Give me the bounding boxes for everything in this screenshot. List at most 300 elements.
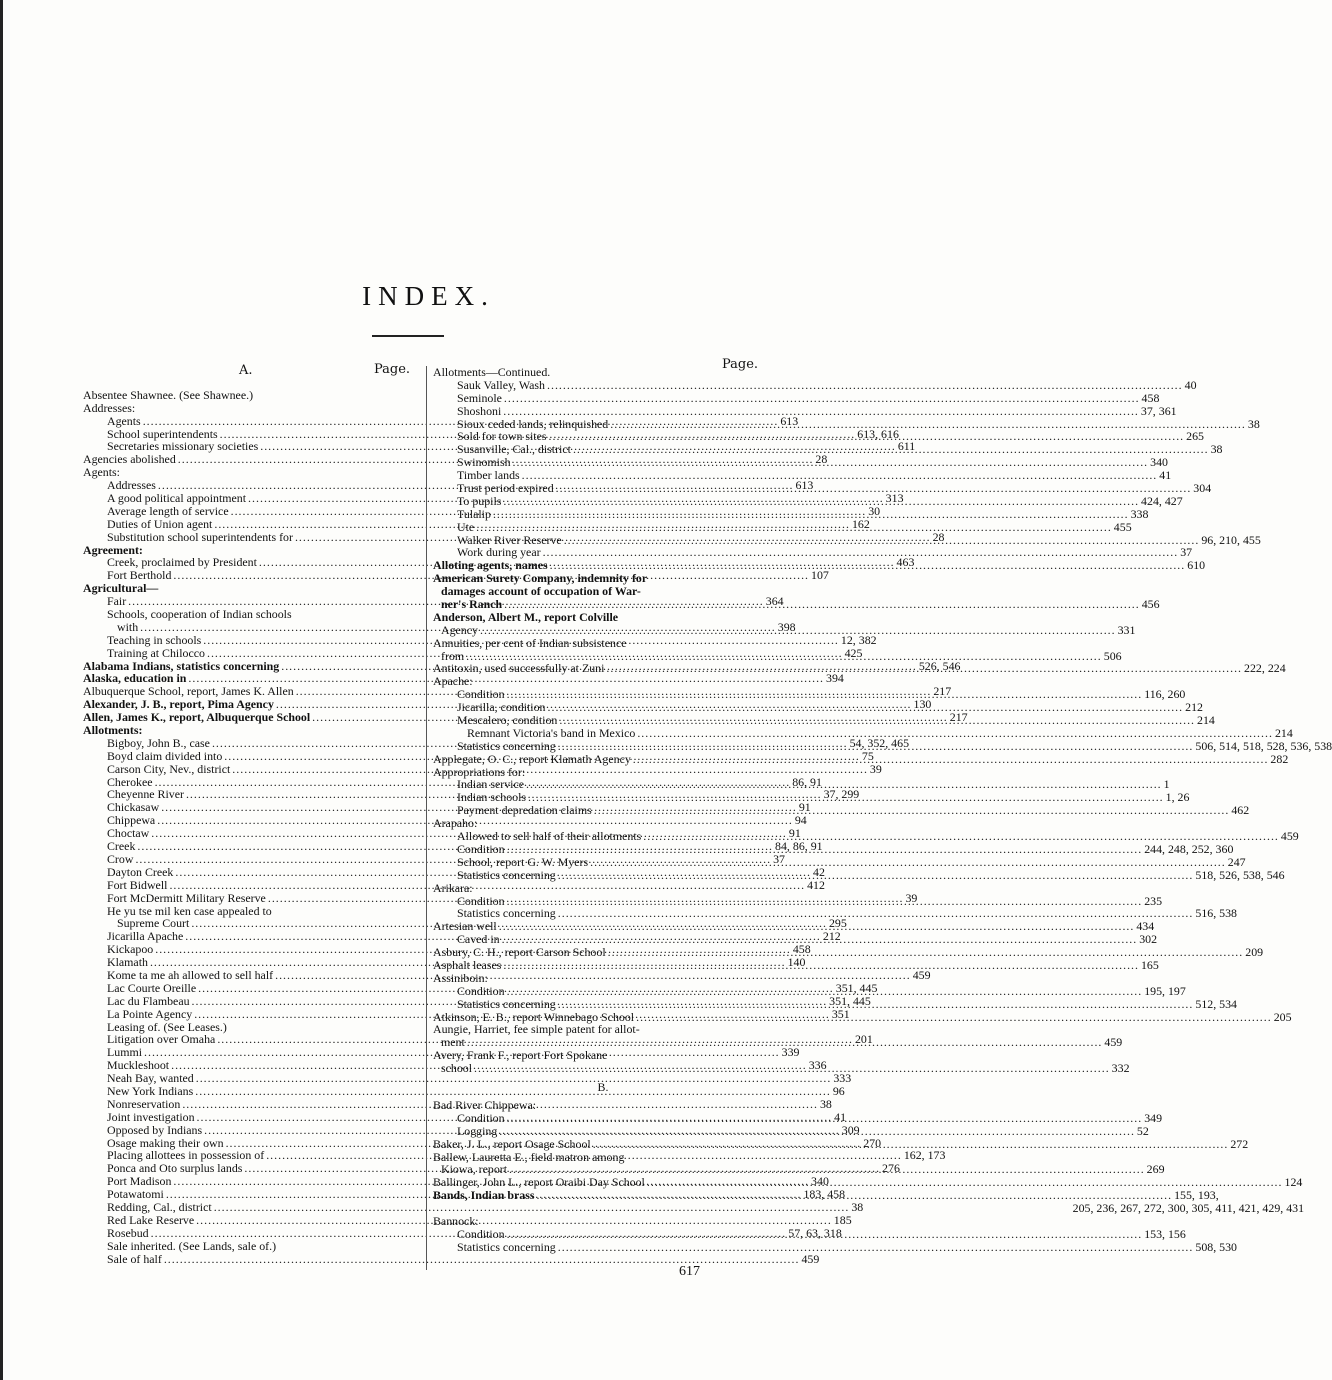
index-entry xyxy=(433,403,1177,418)
index-entry xyxy=(83,1199,864,1214)
entry-text: Jicarilla Apache xyxy=(107,929,184,944)
entry-text: Swinomish xyxy=(457,455,511,470)
entry-page: 195, 197 xyxy=(1144,983,1186,998)
entry-page: 235 xyxy=(1144,893,1163,908)
entry-text: Arikara: xyxy=(433,880,473,895)
dot-leader xyxy=(590,856,1226,869)
entry-text: Neah Bay, wanted xyxy=(107,1071,194,1086)
page-column-header-left: Page. xyxy=(374,362,411,377)
entry-page: 506 xyxy=(1103,648,1122,663)
entry-page: 272 xyxy=(1230,1136,1249,1151)
dot-leader xyxy=(480,624,1116,637)
entry-text: Asphalt leases xyxy=(433,957,502,972)
entry-text: ner's Ranch xyxy=(441,597,503,612)
entry-text: Fair xyxy=(107,594,127,609)
entry-text: Artesian well xyxy=(433,919,497,934)
entry-page: 41 xyxy=(1159,468,1172,483)
entry-page: 349 xyxy=(1144,1110,1163,1125)
entry-text: He yu tse mil ken case appealed to xyxy=(107,903,272,918)
entry-page: 456 xyxy=(1141,597,1160,612)
entry-page: 217 xyxy=(949,710,968,725)
entry-text: Port Madison xyxy=(107,1174,172,1189)
entry-page: 425 xyxy=(844,645,863,660)
entry-page: 424, 427 xyxy=(1141,493,1183,508)
entry-text: Susanville, Cal., district xyxy=(457,442,571,457)
entry-text: Lac du Flambeau xyxy=(107,993,190,1008)
entry-text: Trust period expired xyxy=(457,481,554,495)
entry-page: 333 xyxy=(833,1071,852,1086)
entry-text: Average length of service xyxy=(107,503,229,518)
entry-text: ment xyxy=(441,1035,465,1050)
entry-text: Creek xyxy=(107,839,136,854)
entry-text: Secretaries missionary societies xyxy=(107,439,259,454)
entry-page: 247 xyxy=(1227,854,1246,869)
entry-text: damages account of occupation of War- xyxy=(441,584,641,599)
entry-page: 459 xyxy=(801,1251,820,1266)
entry-page: 38 xyxy=(1247,416,1260,431)
dot-leader xyxy=(637,727,1273,740)
entry-text: Jicarilla, condition xyxy=(457,700,546,715)
entry-page: 512, 534 xyxy=(1195,996,1237,1011)
entry-page: 40 xyxy=(1184,377,1197,392)
entry-page: 265 xyxy=(1186,429,1204,444)
entry-page: 304 xyxy=(1193,481,1212,495)
entry-text: Condition xyxy=(457,1110,505,1125)
entry-text: Timber lands xyxy=(457,468,520,483)
entry-text: Walker River Reserve xyxy=(457,532,562,547)
entry-text: Bad River Chippewa: xyxy=(433,1097,537,1112)
index-entry xyxy=(433,1099,773,1112)
entry-page: 212 xyxy=(1185,700,1203,715)
column-divider xyxy=(426,366,427,1270)
entry-page: 52 xyxy=(1136,1123,1149,1138)
entry-text: Condition xyxy=(457,841,505,856)
entry-page: 28 xyxy=(932,529,945,544)
entry-page: 75 xyxy=(861,748,874,763)
title-rule xyxy=(372,335,444,337)
entry-page: 364 xyxy=(765,594,784,609)
entry-text: Avery, Frank F., report Fort Spokane xyxy=(433,1048,608,1063)
entry-text: Kome ta me ah allowed to sell half xyxy=(107,967,274,982)
index-entry xyxy=(433,882,773,895)
entry-page: 94 xyxy=(794,813,807,828)
entry-text: Ballew, Lauretta E., field matron among xyxy=(433,1149,625,1164)
entry-text: Indian schools xyxy=(457,790,527,805)
entry-text: Lac Courte Oreille xyxy=(107,980,197,995)
dot-leader xyxy=(633,753,1269,766)
entry-text: Antitoxin, used successfully at Zuni xyxy=(433,661,605,676)
entry-text: New York Indians xyxy=(107,1083,194,1098)
entry-page: 516, 538 xyxy=(1195,906,1237,921)
entry-page: 339 xyxy=(781,1045,800,1060)
entry-text: Choctaw xyxy=(107,826,150,841)
entry-page: 613 xyxy=(780,413,799,428)
entry-page: 336 xyxy=(808,1058,827,1073)
entry-text: Agency xyxy=(441,622,478,637)
entry-page: 526, 546 xyxy=(918,658,961,673)
entry-page: 458 xyxy=(792,942,811,957)
index-entry xyxy=(433,1239,1237,1254)
entry-text: Muckleshoot xyxy=(107,1058,170,1073)
entry-text: Addresses: xyxy=(83,400,136,415)
entry-text: Allen, James K., report, Albuquerque School xyxy=(83,710,311,725)
dot-leader xyxy=(507,843,1143,856)
entry-page: 12, 382 xyxy=(840,632,877,647)
index-entry xyxy=(433,637,773,650)
index-entry xyxy=(433,366,773,379)
entry-text: Chickasaw xyxy=(107,800,160,815)
entry-page: 332 xyxy=(1111,1061,1130,1076)
entry-text: Applegate, O. C., report Klamath Agency xyxy=(433,751,631,766)
entry-page: 351, 445 xyxy=(829,993,871,1008)
section-heading: B. xyxy=(597,1079,609,1094)
entry-text: Caved in xyxy=(457,932,500,947)
entry-text: Cheyenne River xyxy=(107,787,184,802)
entry-text: Fort Berthold xyxy=(107,568,172,583)
entry-text: La Pointe Agency xyxy=(107,1006,193,1021)
entry-text: Seminole xyxy=(457,390,502,405)
entry-text: To pupils xyxy=(457,493,502,508)
entry-text: Chippewa xyxy=(107,813,156,828)
entry-text: Supreme Court xyxy=(117,916,190,931)
dot-leader xyxy=(474,1062,1110,1075)
entry-text: School superintendents xyxy=(107,426,218,441)
entry-text: Atkinson, E. B., report Winnebago School xyxy=(433,1009,635,1024)
entry-page: 205, 236, 267, 272, 300, 305, 411, 421, 429, 431 xyxy=(1072,1201,1305,1216)
entry-text: Carson City, Nev., district xyxy=(107,761,231,776)
entry-page: 351, 445 xyxy=(835,980,878,995)
entry-text: school xyxy=(441,1061,473,1076)
entry-text: Agents: xyxy=(83,465,120,480)
entry-page: 124 xyxy=(1284,1175,1303,1190)
entry-page: 412 xyxy=(807,877,825,892)
entry-text: Teaching in schools xyxy=(107,632,202,647)
entry-text: Cherokee xyxy=(107,774,153,789)
entry-text: Arapaho: xyxy=(433,816,478,831)
entry-text: Boyd claim divided into xyxy=(107,748,223,763)
dot-leader xyxy=(499,1122,1135,1138)
entry-page: 331 xyxy=(1117,622,1136,637)
entry-text: from xyxy=(441,648,465,663)
entry-page: 39 xyxy=(905,890,918,905)
entry-text: Tulalip xyxy=(457,506,491,521)
dot-leader xyxy=(559,714,1195,727)
entry-page: 155, 193, xyxy=(1174,1188,1219,1203)
entry-text: Shoshoni xyxy=(457,403,502,418)
dot-leader xyxy=(558,869,1194,882)
entry-page: 86, 91 xyxy=(792,774,822,789)
entry-page: 340 xyxy=(1150,455,1168,470)
entry-page: 302 xyxy=(1139,932,1158,947)
entry-text: A good political appointment xyxy=(107,491,247,505)
entry-text: Fort Bidwell xyxy=(107,877,168,892)
entry-text: Bigboy, John B., case xyxy=(107,735,210,750)
entry-text: Kiowa, report xyxy=(441,1162,508,1177)
entry-page: 276 xyxy=(882,1161,900,1176)
entry-page: 116, 260 xyxy=(1144,687,1186,702)
entry-page: 41 xyxy=(834,1109,847,1124)
entry-page: 222, 224 xyxy=(1244,661,1286,676)
entry-text: Condition xyxy=(457,983,505,998)
entry-text: Sale inherited. (See Lands, sale of.) xyxy=(107,1238,277,1253)
entry-text: Logging xyxy=(457,1123,498,1138)
entry-text: Fort McDermitt Military Reserve xyxy=(107,890,266,905)
entry-page: 214 xyxy=(1197,713,1215,728)
entry-page: 462 xyxy=(1231,803,1250,818)
entry-text: Substitution school superintendents for xyxy=(107,529,293,544)
entry-text: Anderson, Albert M., report Colville xyxy=(433,609,619,624)
entry-text: Nonreservation xyxy=(107,1096,181,1111)
entry-text: Duties of Union agent xyxy=(107,516,213,531)
entry-page: 91 xyxy=(788,826,801,841)
entry-text: Condition xyxy=(457,687,505,702)
entry-page: 130 xyxy=(913,697,932,712)
entry-page: 269 xyxy=(1146,1162,1165,1177)
entry-text: Baker, J. L., report Osage School xyxy=(433,1136,591,1151)
entry-text: Potawatomi xyxy=(107,1187,164,1202)
entry-page: 38 xyxy=(1210,442,1223,457)
index-entry xyxy=(83,1251,820,1266)
entry-text: Creek, proclaimed by President xyxy=(107,555,257,570)
entry-page: 162 xyxy=(851,516,870,531)
dot-leader xyxy=(504,598,1140,611)
entry-page: 140 xyxy=(787,955,806,970)
index-entry xyxy=(433,377,1197,392)
entry-text: Sioux ceded lands, relinquished xyxy=(457,416,609,431)
entry-page: 84, 86, 91 xyxy=(775,839,823,854)
entry-page: 28 xyxy=(815,452,828,467)
entry-text: Training at Chilocco xyxy=(107,645,205,660)
entry-text: American Surety Company, indemnity for xyxy=(433,571,648,586)
dot-leader xyxy=(558,1241,1194,1254)
entry-page: 201 xyxy=(854,1032,873,1047)
entry-text: Condition xyxy=(457,893,505,908)
entry-page: 506, 514, 518, 528, 536, 538 xyxy=(1195,738,1332,753)
entry-page: 38 xyxy=(819,1096,832,1111)
dot-leader xyxy=(636,1011,1272,1024)
page-edge-line xyxy=(0,0,3,1380)
dot-leader xyxy=(507,985,1143,998)
index-entry xyxy=(83,608,415,621)
entry-page: 217 xyxy=(933,684,952,699)
entry-page: 183, 458 xyxy=(803,1187,846,1202)
dot-leader xyxy=(503,405,1139,418)
entry-page: 91 xyxy=(798,800,811,815)
entry-text: Osage making their own xyxy=(107,1135,224,1150)
entry-text: Lummi xyxy=(107,1045,143,1060)
entry-page: 153, 156 xyxy=(1144,1226,1186,1241)
dot-leader xyxy=(556,482,1192,495)
index-entry xyxy=(83,1083,845,1098)
entry-text: Assiniboin: xyxy=(433,970,488,985)
entry-text: Payment depredation claims xyxy=(457,803,592,818)
index-entry xyxy=(433,972,773,985)
entry-text: Alexander, J. B., report, Pima Agency xyxy=(83,697,274,712)
entry-page: 54, 352, 465 xyxy=(849,735,910,750)
index-entry xyxy=(433,611,773,624)
entry-page: 613, 616 xyxy=(857,426,899,441)
entry-text: Albuquerque School, report, James K. Allen xyxy=(83,684,294,699)
entry-page: 244, 248, 252, 360 xyxy=(1144,841,1234,856)
dot-leader xyxy=(593,1135,1229,1151)
index-entry xyxy=(83,402,415,415)
index-entry xyxy=(83,376,415,389)
entry-page: 463 xyxy=(896,555,915,570)
entry-text: Allotments: xyxy=(83,723,143,738)
entry-page: 96 xyxy=(832,1083,845,1098)
index-entry xyxy=(433,390,1160,405)
entry-page: 39 xyxy=(869,761,882,776)
entry-page: 338 xyxy=(1130,506,1149,521)
entry-page: 340 xyxy=(811,1174,829,1189)
entry-text: Absentee Shawnee. (See Shawnee.) xyxy=(83,387,254,402)
entry-text: Aungie, Harriet, fee simple patent for allot- xyxy=(433,1022,640,1037)
index-entry xyxy=(83,389,415,402)
entry-text: Sauk Valley, Wash xyxy=(457,377,545,392)
entry-page: 42 xyxy=(813,864,825,879)
dot-leader xyxy=(507,1109,1143,1125)
entry-text: Bands, Indian brass xyxy=(433,1188,535,1203)
entry-text: Agencies abolished xyxy=(83,452,176,467)
entry-page: 613 xyxy=(795,478,814,493)
dot-leader xyxy=(558,998,1194,1011)
entry-page: 459 xyxy=(1280,829,1299,844)
dot-leader xyxy=(547,379,1183,392)
entry-text: Remnant Victoria's band in Mexico xyxy=(467,725,636,740)
entry-page: 458 xyxy=(1141,390,1160,405)
entry-text: Apache: xyxy=(433,674,473,689)
entry-page: 30 xyxy=(868,503,881,518)
entry-text: Allotments—Continued. xyxy=(433,364,551,379)
entry-text: Sale of half xyxy=(107,1251,162,1266)
entry-text: Statistics concerning xyxy=(457,867,556,882)
entry-text: Redding, Cal., district xyxy=(107,1199,212,1214)
index-entry xyxy=(83,724,415,737)
entry-text: Annuities, per cent of Indian subsistence xyxy=(433,635,627,650)
entry-text: Appropriations for: xyxy=(433,764,526,779)
entry-text: Kickapoo xyxy=(107,942,154,957)
dot-leader xyxy=(594,804,1230,817)
entry-page: 295 xyxy=(828,916,847,931)
entry-text: Leasing of. (See Leases.) xyxy=(107,1019,227,1034)
entry-text: Work during year xyxy=(457,545,541,560)
entry-page: 398 xyxy=(777,619,796,634)
entry-page: 96, 210, 455 xyxy=(1201,532,1261,547)
dot-leader xyxy=(606,658,1242,675)
entry-page: 37, 361 xyxy=(1140,403,1177,418)
entry-text: Placing allottees in possession of xyxy=(107,1148,265,1163)
entry-page: 185 xyxy=(833,1212,852,1227)
entry-text: Schools, cooperation of Indian schools xyxy=(107,607,292,622)
entry-text: Crow xyxy=(107,851,134,866)
entry-text: Statistics concerning xyxy=(457,1239,556,1254)
entry-text: School, report G. W. Myers xyxy=(457,854,589,869)
index-entry xyxy=(433,725,1293,740)
entry-text: Red Lake Reserve xyxy=(107,1212,195,1227)
page-number: 617 xyxy=(679,1264,700,1279)
entry-page: 459 xyxy=(1104,1035,1123,1050)
dot-leader xyxy=(558,740,1194,753)
entry-text: Addresses xyxy=(107,478,156,493)
dot-leader xyxy=(503,495,1139,508)
dot-leader xyxy=(476,521,1112,534)
entry-text: Asbury, C. H., report Carson School xyxy=(433,945,606,960)
dot-leader xyxy=(493,508,1129,521)
entry-page: 611 xyxy=(897,439,916,454)
entry-text: Dayton Creek xyxy=(107,864,174,879)
entry-text: Mescalero, condition xyxy=(457,713,558,728)
entry-text: Alloting agents, names xyxy=(433,558,548,573)
dot-leader xyxy=(164,1253,800,1266)
entry-page: 518, 526, 538, 546 xyxy=(1195,867,1285,882)
index-entry xyxy=(433,1215,773,1228)
entry-page: 38 xyxy=(851,1199,864,1214)
page-column-header-right: Page. xyxy=(722,357,759,372)
entry-page: 309 xyxy=(841,1122,860,1137)
index-entry xyxy=(83,1240,415,1253)
entry-page: 313 xyxy=(885,491,904,505)
entry-text: Statistics concerning xyxy=(457,996,556,1011)
entry-page: 270 xyxy=(863,1135,882,1150)
entry-page: 282 xyxy=(1270,751,1289,766)
entry-text: Bannock: xyxy=(433,1213,479,1228)
entry-page: 1 xyxy=(1163,777,1170,792)
entry-text: Ponca and Oto surplus lands xyxy=(107,1161,243,1176)
entry-text: Alabama Indians, statistics concerning xyxy=(83,658,280,673)
entry-text: Indian service xyxy=(457,777,525,792)
entry-page: 37, 299 xyxy=(823,787,860,802)
entry-text: Joint investigation xyxy=(107,1109,195,1124)
entry-page: 1, 26 xyxy=(1165,790,1190,805)
entry-text: Sold for town sites xyxy=(457,429,547,444)
entry-page: 57, 63, 318 xyxy=(788,1225,842,1240)
entry-page: 209 xyxy=(1245,945,1264,960)
entry-text: Agents xyxy=(107,413,141,428)
section-heading-a: A. xyxy=(239,363,253,378)
dot-leader xyxy=(507,1225,1143,1241)
entry-page: 508, 530 xyxy=(1195,1239,1237,1254)
entry-page: 205 xyxy=(1273,1009,1292,1024)
entry-text: Opposed by Indians xyxy=(107,1122,203,1137)
entry-text: Alaska, education in xyxy=(83,671,187,686)
entry-page: 212 xyxy=(822,929,841,944)
entry-text: Rosebud xyxy=(107,1225,149,1240)
entry-page: 610 xyxy=(1187,558,1206,573)
entry-text: Klamath xyxy=(107,955,148,970)
dot-leader xyxy=(504,392,1140,405)
entry-page: 351 xyxy=(831,1006,850,1021)
entry-text: Agreement: xyxy=(83,542,143,557)
entry-text: Statistics concerning xyxy=(457,738,556,753)
dot-leader xyxy=(503,959,1139,972)
entry-text: Allowed to sell half of their allotments xyxy=(457,829,642,844)
entry-text: with xyxy=(117,619,139,634)
entry-page: 165 xyxy=(1140,957,1159,972)
entry-page: 37 xyxy=(773,851,785,866)
page-title: INDEX. xyxy=(362,281,495,311)
entry-page: 434 xyxy=(1136,919,1155,934)
entry-page: 455 xyxy=(1113,519,1132,534)
entry-page: 394 xyxy=(826,671,844,686)
entry-text: Ute xyxy=(457,519,475,534)
entry-text: Statistics concerning xyxy=(457,906,556,921)
entry-page: 162, 173 xyxy=(903,1148,946,1163)
entry-text: Agricultural— xyxy=(83,581,159,596)
entry-text: Condition xyxy=(457,1226,505,1241)
entry-page: 107 xyxy=(811,568,829,583)
entry-page: 459 xyxy=(912,967,931,982)
entry-text: Ballinger, John L., report Oraibi Day School xyxy=(433,1175,645,1190)
